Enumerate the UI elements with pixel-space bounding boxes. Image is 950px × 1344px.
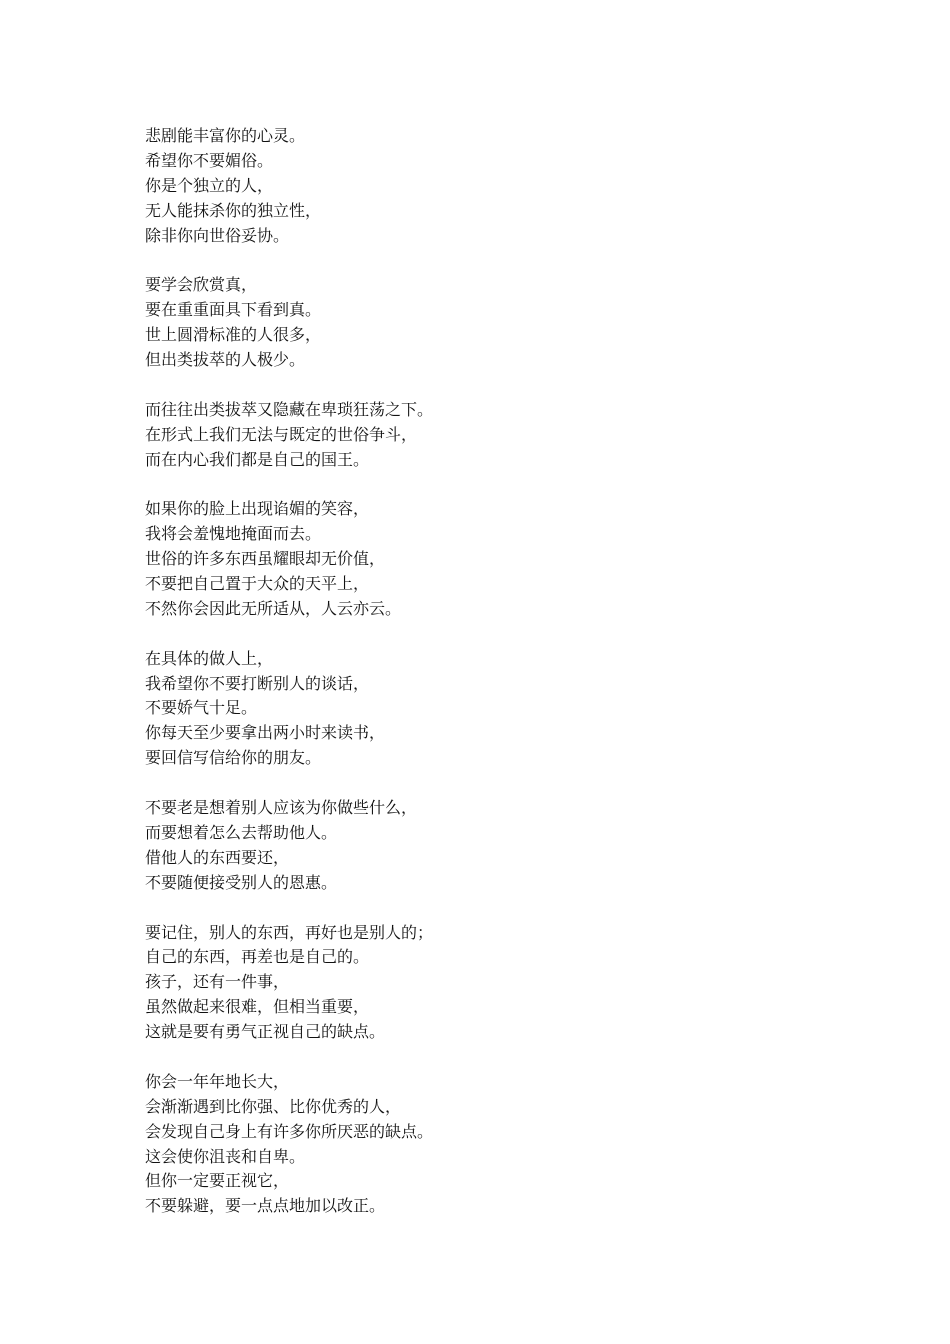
text-line: 不要老是想着别人应该为你做些什么， xyxy=(145,798,418,818)
text-line: 不要躲避，要一点点地加以改正。 xyxy=(145,1196,386,1216)
text-line: 不要随便接受别人的恩惠。 xyxy=(145,872,338,892)
text-line: 虽然做起来很难，但相当重要， xyxy=(145,997,370,1017)
text-line: 不要把自己置于大众的天平上， xyxy=(145,574,370,594)
text-line: 借他人的东西要还， xyxy=(145,847,290,867)
text-line: 会发现自己身上有许多你所厌恶的缺点。 xyxy=(145,1121,434,1141)
text-line: 但你一定要正视它， xyxy=(145,1171,290,1191)
text-line: 这就是要有勇气正视自己的缺点。 xyxy=(145,1022,386,1042)
text-line: 我将会羞愧地掩面而去。 xyxy=(145,524,322,544)
text-line: 要回信写信给你的朋友。 xyxy=(145,748,322,768)
poem-text xyxy=(145,124,845,1219)
text-line: 要记住，别人的东西，再好也是别人的； xyxy=(145,922,434,942)
text-line: 而往往出类拔萃又隐藏在卑琐狂荡之下。 xyxy=(145,399,434,419)
text-line: 你每天至少要拿出两小时来读书， xyxy=(145,723,386,743)
stanza-3 xyxy=(145,398,845,473)
text-line: 你是个独立的人， xyxy=(145,175,274,195)
text-line: 要学会欣赏真， xyxy=(145,275,258,295)
text-line: 无人能抹杀你的独立性， xyxy=(145,200,322,220)
stanza-2 xyxy=(145,273,845,373)
text-line: 世上圆滑标准的人很多， xyxy=(145,325,322,345)
text-line: 而在内心我们都是自己的国王。 xyxy=(145,449,370,469)
text-line: 孩子，还有一件事， xyxy=(145,972,290,992)
text-line: 不要娇气十足。 xyxy=(145,698,258,718)
text-line: 我希望你不要打断别人的谈话， xyxy=(145,673,370,693)
text-line: 悲剧能丰富你的心灵。 xyxy=(145,126,306,145)
stanza-6 xyxy=(145,796,845,896)
text-line: 要在重重面具下看到真。 xyxy=(145,300,322,320)
text-line: 在形式上我们无法与既定的世俗争斗， xyxy=(145,424,418,444)
text-line: 会渐渐遇到比你强、比你优秀的人， xyxy=(145,1096,402,1116)
stanza-1 xyxy=(145,124,845,248)
text-line: 希望你不要媚俗。 xyxy=(145,150,274,170)
text-line: 你会一年年地长大， xyxy=(145,1071,290,1091)
text-line: 这会使你沮丧和自卑。 xyxy=(145,1146,306,1166)
text-line: 但出类拔萃的人极少。 xyxy=(145,350,306,370)
text-line: 不然你会因此无所适从，人云亦云。 xyxy=(145,598,402,618)
text-line: 世俗的许多东西虽耀眼却无价值， xyxy=(145,549,386,569)
stanza-7 xyxy=(145,921,845,1045)
text-line: 除非你向世俗妥协。 xyxy=(145,225,290,245)
text-line: 在具体的做人上， xyxy=(145,648,274,668)
text-line: 如果你的脸上出现谄媚的笑容， xyxy=(145,499,370,519)
stanza-8 xyxy=(145,1070,845,1219)
text-line: 而要想着怎么去帮助他人。 xyxy=(145,822,338,842)
text-line: 自己的东西，再差也是自己的。 xyxy=(145,947,370,967)
stanza-5 xyxy=(145,647,845,771)
stanza-4 xyxy=(145,497,845,621)
